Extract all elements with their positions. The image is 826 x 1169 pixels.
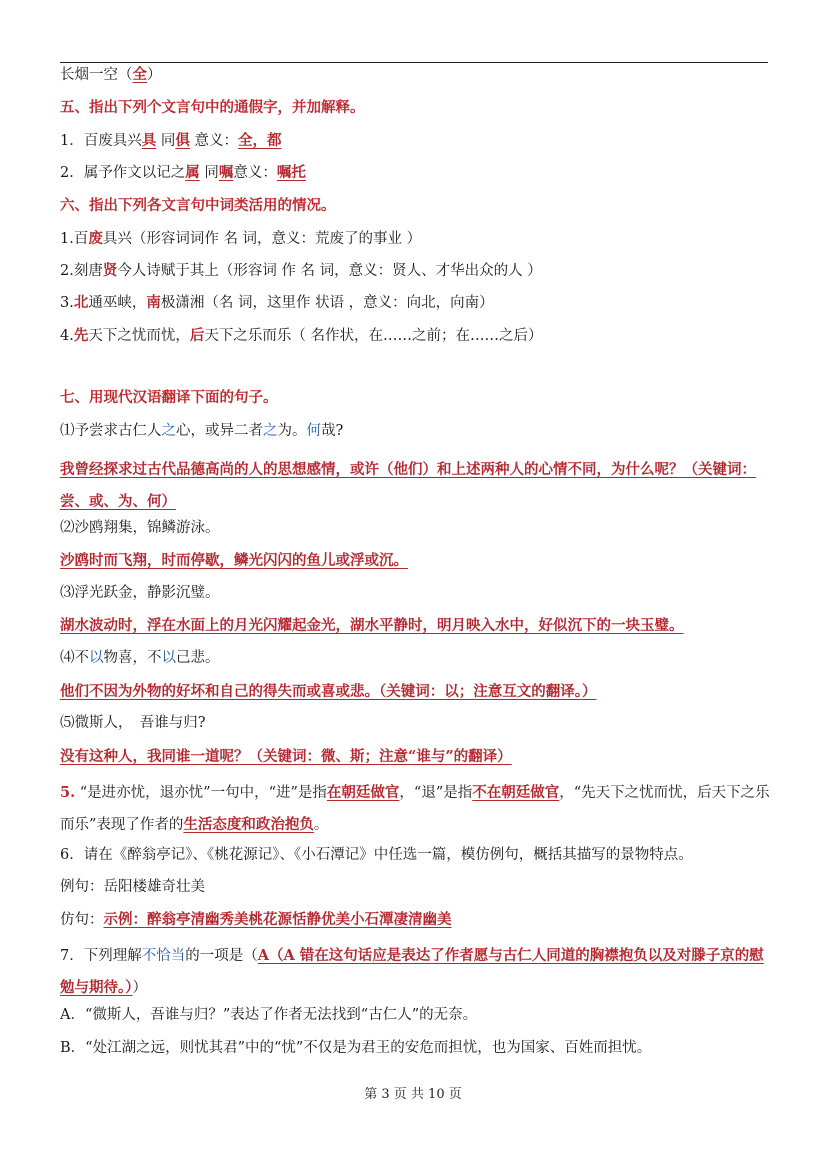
question-6-answer: 仿句：示例：醉翁亭清幽秀美桃花源恬静优美小石潭凄清幽美 [60,911,452,928]
section-5-item-1: 1．百废具兴具 同俱 意义：全，都 [60,132,282,149]
option-b: B．“处江湖之远，则忧其君”中的“忧”不仅是为君王的安危而担忧，也为国家、百姓而担忧。 [60,1040,652,1056]
header-rule [60,62,768,63]
section-5-heading: 五、指出下列个文言句中的通假字，并加解释。 [60,99,365,116]
translation-answer-2: 沙鸥时而飞翔，时而停歇，鳞光闪闪的鱼儿或浮或沉。 [60,552,408,569]
section-6-item-1: 1.百废具兴（形容词词作 名 词，意义：荒废了的事业 ） [60,230,422,247]
translation-question-2: ⑵沙鸥翔集，锦鳞游泳。 [60,520,220,536]
section-5-item-2: 2．属予作文以记之属 同嘱意义：嘱托 [60,164,306,181]
section-6-heading: 六、指出下列各文言句中词类活用的情况。 [60,197,336,214]
page-footer: 第 3 页 共 10 页 [364,1087,462,1102]
text-line-changyan: 长烟一空（全） [60,66,162,83]
translation-answer-3: 湖水波动时，浮在水面上的月光闪耀起金光，湖水平静时，明月映入水中，好似沉下的一块玉璧。 [60,617,684,634]
translation-question-4: ⑷不以物喜，不以己悲。 [60,650,220,666]
question-5: 5. “是进亦忧，退亦忧”一句中，“进”是指在朝廷做官，“退”是指不在朝廷做官，“先天下之忧而忧，后天下之乐而乐”表现了作者的生活态度和政治抱负。 [60,784,770,833]
question-6: 6．请在《醉翁亭记》、《桃花源记》、《小石潭记》中任选一篇，模仿例句，概括其描写的景物特点。 [60,847,693,863]
translation-answer-1: 我曾经探求过古代品德高尚的人的思想感情，或许（他们）和上述两种人的心情不同，为什么呢？（关键词：尝、或、为、何） [60,461,756,510]
translation-answer-4: 他们不因为外物的好坏和自己的得失而或喜或悲。（关键词：以；注意互文的翻译。） [60,683,597,700]
section-6-item-4: 4.先天下之忧而忧，后天下之乐而乐（ 名作状，在……之前；在……之后） [60,327,543,344]
option-a: A．“微斯人，吾谁与归？”表达了作者无法找到“古仁人”的无奈。 [60,1007,478,1023]
section-7-heading: 七、用现代汉语翻译下面的句子。 [60,389,278,406]
question-7: 7．下列理解不恰当的一项是（A（A 错在这句话应是表达了作者愿与古仁人同道的胸襟抱负以及对滕子京的慰勉与期待。）） [60,947,764,996]
section-6-item-2: 2.刻唐贤今人诗赋于其上（形容词 作 名 词，意义：贤人、才华出众的人 ） [60,262,542,279]
section-6-item-3: 3.北通巫峡，南极潇湘（名 词，这里作 状语 ，意义：向北，向南） [60,294,494,311]
translation-question-1: ⑴予尝求古仁人之心，或异二者之为。何哉? [60,423,344,439]
translation-question-5: ⑸微斯人， 吾谁与归? [60,715,206,731]
question-6-example: 例句：岳阳楼雄奇壮美 [60,879,205,895]
translation-question-3: ⑶浮光跃金，静影沉璧。 [60,585,220,601]
translation-answer-5: 没有这种人，我同谁一道呢？（关键词：微、斯；注意“谁与”的翻译） [60,748,512,765]
